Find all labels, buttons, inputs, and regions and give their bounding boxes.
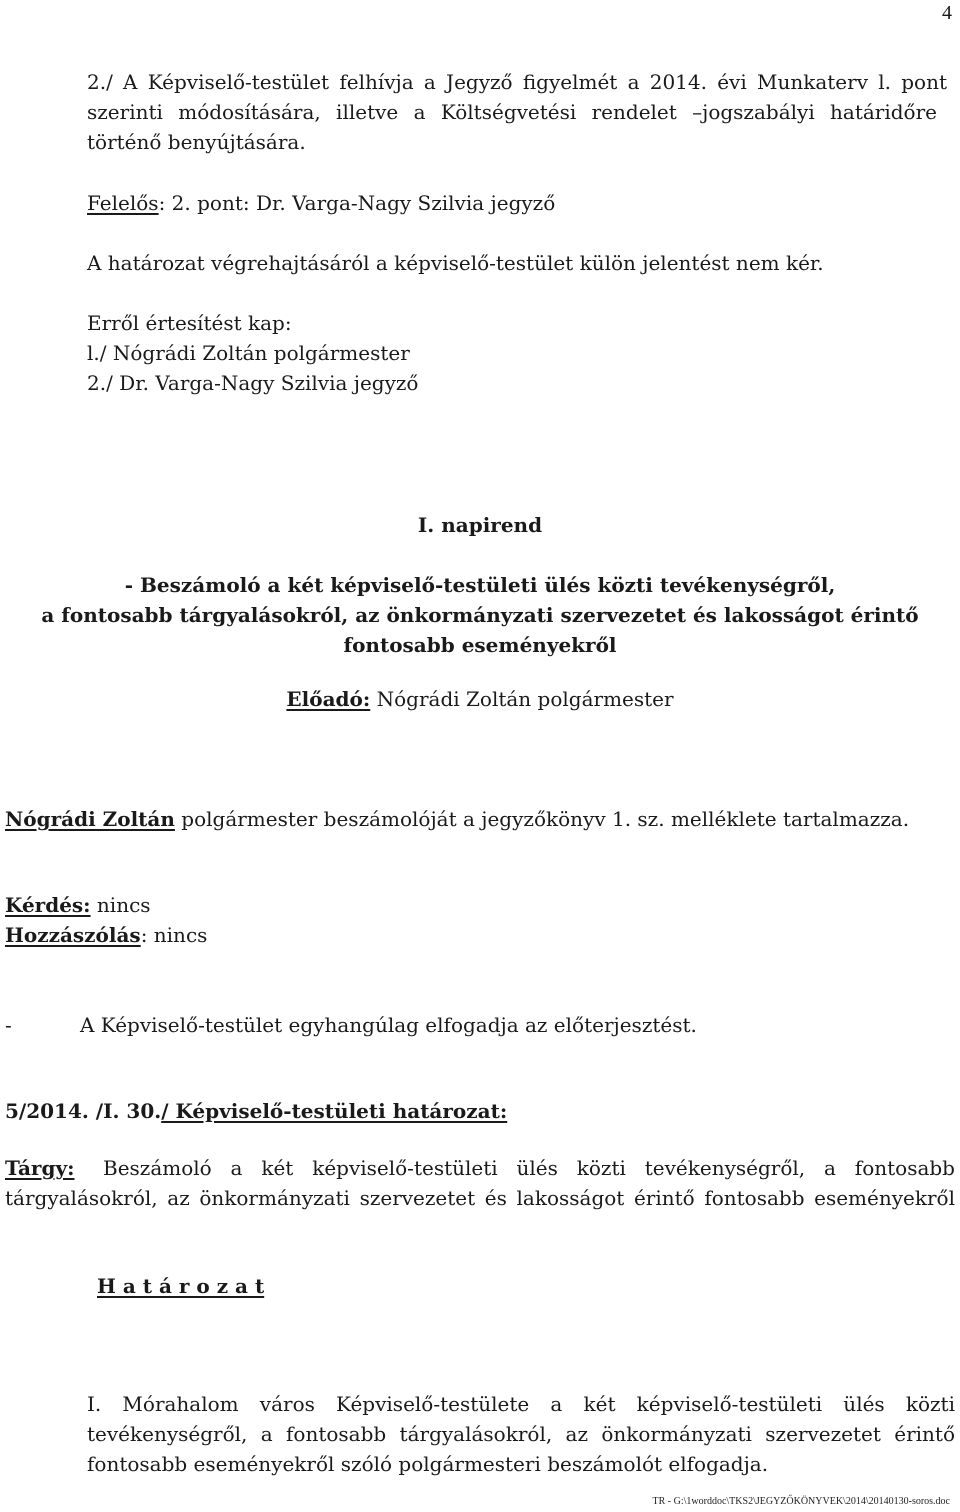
decision-line1: I. Mórahalom város Képviselő-testülete a két képviselő-testületi ülés közti — [87, 1392, 955, 1416]
hozzaszolas-value: : nincs — [140, 923, 208, 947]
vote-dash: - — [5, 1013, 12, 1037]
hatarozat-title: H a t á r o z a t — [97, 1274, 265, 1298]
felelos-line — [87, 188, 555, 218]
footer-path: TR - G:\1worddoc\TKS2\JEGYZŐKÖNYVEK\2014\20140130-soros.doc — [652, 1496, 950, 1507]
page-number: 4 — [942, 2, 952, 24]
kerdes-label: Kérdés: — [5, 893, 91, 917]
recipient-2: 2./ Dr. Varga-Nagy Szilvia jegyző — [87, 371, 419, 395]
decision-line2: tevékenységről, a fontosabb tárgyalásokról, az önkormányzati szervezetet érintő — [87, 1422, 955, 1446]
report-text: polgármester beszámolóját a jegyzőkönyv 1. sz. melléklete tartalmazza. — [174, 807, 910, 831]
agenda-subject-line2: a fontosabb tárgyalásokról, az önkormányzati szervezetet és lakosságot érintő — [41, 603, 919, 627]
item2-line1: 2./ A Képviselő-testület felhívja a Jegyző figyelmét a 2014. évi Munkaterv l. pont — [87, 70, 947, 94]
eloado-line — [0, 684, 960, 714]
agenda-subject-line1: - Beszámoló a két képviselő-testületi ülés közti tevékenységről, — [124, 573, 836, 597]
felelos-label: Felelős — [87, 191, 159, 215]
hozzaszolas-line — [5, 920, 207, 950]
resolution-label: / Képviselő-testületi határozat: — [161, 1099, 508, 1123]
targy-line1: Beszámoló a két képviselő-testületi ülés közti tevékenységről, a fontosabb — [103, 1156, 955, 1180]
targy-line2: tárgyalásokról, az önkormányzati szervezetet és lakosságot érintő fontosabb eseményekről — [5, 1186, 955, 1210]
resolution-number-line — [5, 1096, 507, 1126]
recipient-1: l./ Nógrádi Zoltán polgármester — [87, 341, 410, 365]
ertesites-title: Erről értesítést kap: — [87, 311, 292, 335]
vote-text: A Képviselő-testület egyhangúlag elfogadja az előterjesztést. — [80, 1013, 697, 1037]
report-name: Nógrádi Zoltán — [5, 807, 175, 831]
kerdes-value: nincs — [90, 893, 151, 917]
item2-line2: szerinti módosítására, illetve a Költségvetési rendelet –jogszabályi határidőre — [87, 100, 937, 124]
resolution-number: 5/2014. /I. 30. — [5, 1099, 162, 1123]
felelos-text: : 2. pont: Dr. Varga-Nagy Szilvia jegyző — [158, 191, 556, 215]
targy-label: Tárgy: — [5, 1156, 75, 1180]
report-line — [5, 804, 909, 834]
eloado-name: Nógrádi Zoltán polgármester — [370, 687, 674, 711]
eloado-label: Előadó: — [286, 687, 371, 711]
kerdes-line — [5, 890, 151, 920]
agenda-heading: I. napirend — [417, 513, 543, 537]
agenda-subject-line3: fontosabb eseményekről — [343, 633, 617, 657]
item2-line3: történő benyújtására. — [87, 130, 306, 154]
vegrehajtas-text: A határozat végrehajtásáról a képviselő-testület külön jelentést nem kér. — [87, 251, 824, 275]
decision-line3: fontosabb eseményekről szóló polgármesteri beszámolót elfogadja. — [87, 1452, 769, 1476]
hozzaszolas-label: Hozzászólás — [5, 923, 141, 947]
